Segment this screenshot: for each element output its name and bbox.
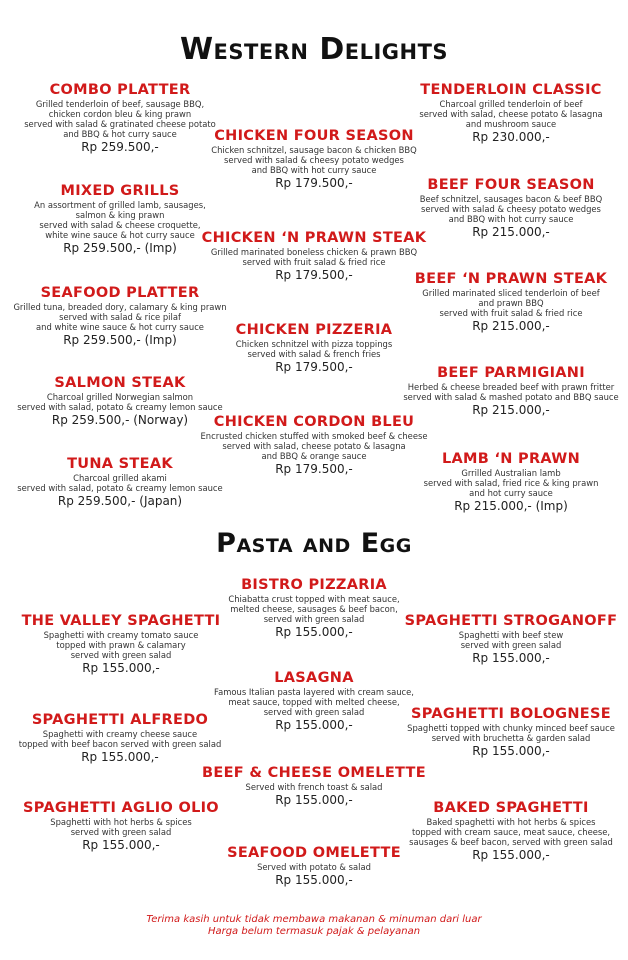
footer-note — [0, 914, 628, 938]
item-price: Rp 259.500,- — [81, 140, 159, 154]
menu-item-seafood-platter — [10, 285, 230, 348]
menu-item-lamb-n-prawn — [408, 451, 614, 514]
item-price: Rp 215.000,- (Imp) — [454, 499, 568, 513]
menu-item-baked-spaghetti — [400, 800, 622, 863]
item-name: BEEF & CHEESE OMELETTE — [202, 765, 426, 781]
menu-item-lasagna — [200, 670, 428, 733]
item-price: Rp 259.500,- (Norway) — [51, 413, 189, 427]
menu-item-beef-four-season — [408, 177, 614, 240]
item-description: An assortment of grilled lamb, sausages, salmon & king prawn served with salad & cheese croquette, white wine sauce & hot curry sauce — [34, 200, 206, 240]
item-price: Rp 259.500,- (Imp) — [63, 241, 177, 255]
menu-item-chicken-four-season — [200, 128, 428, 191]
item-price: Rp 179.500,- — [275, 176, 353, 190]
menu-item-the-valley-spaghetti — [14, 613, 228, 676]
item-description: Chicken schnitzel with pizza toppings served with salad & french fries — [235, 339, 393, 359]
item-description: Chicken schnitzel, sausage bacon & chicken BBQ served with salad & cheesy potato wedges and BBQ with hot curry sauce — [211, 145, 417, 175]
item-name: COMBO PLATTER — [49, 82, 191, 98]
menu-item-chicken-pizzeria — [200, 322, 428, 375]
item-description: Baked spaghetti with hot herbs & spices topped with cream sauce, meat sauce, cheese, sausages & beef bacon, served with green salad — [409, 817, 613, 847]
item-name: SEAFOOD OMELETTE — [227, 845, 401, 861]
footer-line-outside-food: Terima kasih untuk tidak membawa makanan & minuman dari luar — [146, 914, 482, 925]
item-description: Spaghetti with hot herbs & spices served with green salad — [50, 817, 192, 837]
item-description: Famous Italian pasta layered with cream sauce, meat sauce, topped with melted cheese, served with green salad — [214, 687, 414, 717]
item-price: Rp 155.000,- — [82, 838, 160, 852]
menu-item-chicken-n-prawn-steak — [200, 230, 428, 283]
item-name: BEEF ‘N PRAWN STEAK — [414, 271, 608, 287]
item-description: Chiabatta crust topped with meat sauce, melted cheese, sausages & beef bacon, served with green salad — [228, 594, 400, 624]
item-name: LAMB ‘N PRAWN — [441, 451, 581, 467]
item-description: Charcoal grilled tenderloin of beef served with salad, cheese potato & lasagna and mushroom sauce — [419, 99, 603, 129]
item-price: Rp 155.000,- — [472, 744, 550, 758]
item-description: Served with potato & salad — [257, 862, 371, 872]
menu-item-beef-parmigiani — [400, 365, 622, 418]
item-price: Rp 155.000,- — [275, 873, 353, 887]
item-price: Rp 179.500,- — [275, 268, 353, 282]
item-price: Rp 215.000,- — [472, 319, 550, 333]
item-description: Charcoal grilled Norwegian salmon served with salad, potato & creamy lemon sauce — [17, 392, 223, 412]
item-description: Grilled tenderloin of beef, sausage BBQ, chicken cordon bleu & king prawn served with salad & gratinated cheese potato and BBQ & hot curry sauce — [24, 99, 216, 139]
item-name: THE VALLEY SPAGHETTI — [21, 613, 221, 629]
item-price: Rp 155.000,- — [275, 793, 353, 807]
menu-item-salmon-steak — [10, 375, 230, 428]
menu-item-tuna-steak — [10, 456, 230, 509]
item-description: Encrusted chicken stuffed with smoked beef & cheese served with salad, cheese potato & lasagna and BBQ & orange sauce — [200, 431, 428, 461]
item-price: Rp 215.000,- — [472, 225, 550, 239]
item-name: BAKED SPAGHETTI — [433, 800, 589, 816]
menu-item-combo-platter — [20, 82, 220, 155]
menu-item-spaghetti-bolognese — [400, 706, 622, 759]
item-name: CHICKEN ‘N PRAWN STEAK — [201, 230, 427, 246]
item-name: SPAGHETTI ALFREDO — [31, 712, 209, 728]
item-name: SPAGHETTI AGLIO OLIO — [23, 800, 219, 816]
item-name: SPAGHETTI BOLOGNESE — [411, 706, 611, 722]
menu-item-spaghetti-stroganoff — [400, 613, 622, 666]
footer-line-tax-service: Harga belum termasuk pajak & pelayanan — [207, 926, 421, 937]
item-name: TUNA STEAK — [67, 456, 173, 472]
item-name: SALMON STEAK — [54, 375, 186, 391]
menu-item-chicken-cordon-bleu — [200, 414, 428, 477]
item-price: Rp 179.500,- — [275, 360, 353, 374]
item-description: Served with french toast & salad — [245, 782, 383, 792]
item-name: MIXED GRILLS — [60, 183, 180, 199]
item-price: Rp 259.500,- (Imp) — [63, 333, 177, 347]
item-description: Spaghetti with creamy cheese sauce topped with beef bacon served with green salad — [18, 729, 222, 749]
item-description: Beef schnitzel, sausages bacon & beef BBQ served with salad & cheesy potato wedges and BBQ with hot curry sauce — [419, 194, 603, 224]
menu-item-tenderloin-classic — [408, 82, 614, 145]
menu-item-beef-n-prawn-steak — [408, 271, 614, 334]
item-name: BISTRO PIZZARIA — [241, 577, 387, 593]
item-price: Rp 155.000,- — [275, 718, 353, 732]
item-description: Charcoal grilled akami served with salad, potato & creamy lemon sauce — [17, 473, 223, 493]
item-price: Rp 155.000,- — [275, 625, 353, 639]
item-description: Herbed & cheese breaded beef with prawn fritter served with salad & mashed potato and BBQ sauce — [403, 382, 619, 402]
item-price: Rp 155.000,- — [472, 848, 550, 862]
item-price: Rp 215.000,- — [472, 403, 550, 417]
item-name: BEEF PARMIGIANI — [437, 365, 585, 381]
item-name: BEEF FOUR SEASON — [427, 177, 595, 193]
item-description: Spaghetti with creamy tomato sauce topped with prawn & calamary served with green salad — [43, 630, 199, 660]
item-name: SEAFOOD PLATTER — [40, 285, 200, 301]
item-name: CHICKEN CORDON BLEU — [213, 414, 415, 430]
item-name: CHICKEN FOUR SEASON — [214, 128, 414, 144]
item-description: Grilled marinated boneless chicken & prawn BBQ served with fruit salad & fried rice — [210, 247, 418, 267]
item-price: Rp 155.000,- — [82, 661, 160, 675]
item-name: SPAGHETTI STROGANOFF — [404, 613, 618, 629]
menu-item-mixed-grills — [20, 183, 220, 256]
item-description: Grrilled Australian lamb served with salad, fried rice & king prawn and hot curry sauce — [423, 468, 599, 498]
menu-item-spaghetti-alfredo — [10, 712, 230, 765]
item-price: Rp 230.000,- — [472, 130, 550, 144]
menu-item-beef-cheese-omelette — [200, 765, 428, 808]
item-description: Grilled marinated sliced tenderloin of beef and prawn BBQ served with fruit salad & fried rice — [422, 288, 600, 318]
item-price: Rp 155.000,- — [81, 750, 159, 764]
item-price: Rp 179.500,- — [275, 462, 353, 476]
section-title-western: Western Delights — [179, 32, 449, 67]
item-name: TENDERLOIN CLASSIC — [420, 82, 602, 98]
menu-item-spaghetti-aglio-olio — [14, 800, 228, 853]
item-description: Grilled tuna, breaded dory, calamary & king prawn served with salad & rice pilaf and white wine sauce & hot curry sauce — [13, 302, 227, 332]
item-description: Spaghetti topped with chunky minced beef sauce served with bruchetta & garden salad — [407, 723, 615, 743]
menu-item-seafood-omelette — [200, 845, 428, 888]
item-description: Spaghetti with beef stew served with green salad — [458, 630, 564, 650]
item-price: Rp 259.500,- (Japan) — [57, 494, 183, 508]
item-name: LASAGNA — [274, 670, 354, 686]
item-price: Rp 155.000,- — [472, 651, 550, 665]
menu-item-bistro-pizzaria — [200, 577, 428, 640]
item-name: CHICKEN PIZZERIA — [235, 322, 393, 338]
section-title-pasta: Pasta and Egg — [216, 528, 412, 559]
